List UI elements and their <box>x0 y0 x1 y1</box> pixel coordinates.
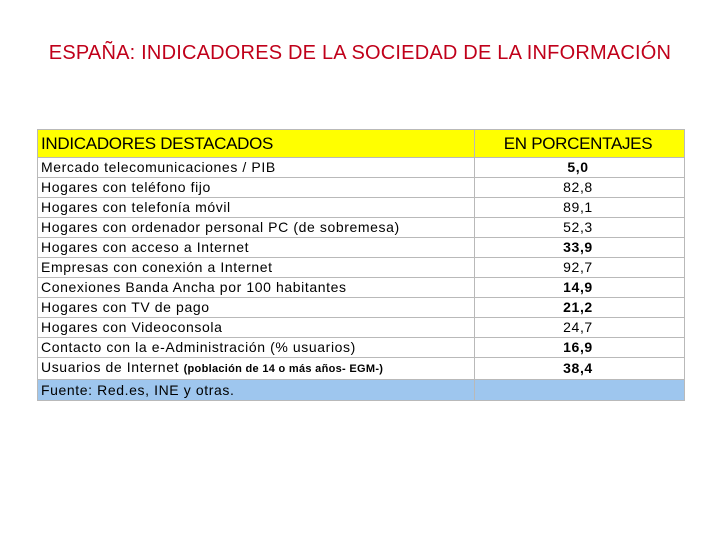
row-label: Empresas con conexión a Internet <box>38 258 475 278</box>
row-value: 92,7 <box>475 258 685 278</box>
table-header-row <box>38 130 685 158</box>
row-label: Conexiones Banda Ancha por 100 habitantes <box>38 278 475 298</box>
row-label: Hogares con acceso a Internet <box>38 238 475 258</box>
table-row <box>38 158 685 178</box>
row-label: Hogares con Videoconsola <box>38 318 475 338</box>
table-footer-row <box>38 380 685 401</box>
row-value: 82,8 <box>475 178 685 198</box>
row-value: 38,4 <box>475 358 685 380</box>
row-value: 21,2 <box>475 298 685 318</box>
table-row <box>38 238 685 258</box>
indicators-table <box>37 129 685 401</box>
table-row <box>38 358 685 380</box>
page-title: ESPAÑA: INDICADORES DE LA SOCIEDAD DE LA INFORMACIÓN <box>48 42 672 64</box>
table-row <box>38 198 685 218</box>
row-label: Hogares con telefonía móvil <box>38 198 475 218</box>
row-value: 5,0 <box>475 158 685 178</box>
row-value: 33,9 <box>475 238 685 258</box>
table-row <box>38 178 685 198</box>
row-label: Mercado telecomunicaciones / PIB <box>38 158 475 178</box>
row-label: Contacto con la e-Administración (% usuarios) <box>38 338 475 358</box>
row-value: 24,7 <box>475 318 685 338</box>
row-label: Hogares con teléfono fijo <box>38 178 475 198</box>
table-row <box>38 218 685 238</box>
row-value: 89,1 <box>475 198 685 218</box>
row-label: Hogares con TV de pago <box>38 298 475 318</box>
table-row <box>38 258 685 278</box>
header-label-cell: INDICADORES DESTACADOS <box>38 130 475 158</box>
row-label-container <box>38 358 475 380</box>
table-row <box>38 318 685 338</box>
row-label: Hogares con ordenador personal PC (de sobremesa) <box>38 218 475 238</box>
row-value: 14,9 <box>475 278 685 298</box>
source-note: Fuente: Red.es, INE y otras. <box>38 380 475 401</box>
table-row <box>38 298 685 318</box>
row-value: 52,3 <box>475 218 685 238</box>
footer-empty-cell <box>475 380 685 401</box>
row-label-note: (población de 14 o más años- EGM-) <box>183 363 384 375</box>
row-value: 16,9 <box>475 338 685 358</box>
header-value-cell: EN PORCENTAJES <box>475 130 685 158</box>
row-label: Usuarios de Internet <box>41 359 180 375</box>
indicators-table-container <box>37 129 685 401</box>
table-row <box>38 338 685 358</box>
table-row <box>38 278 685 298</box>
